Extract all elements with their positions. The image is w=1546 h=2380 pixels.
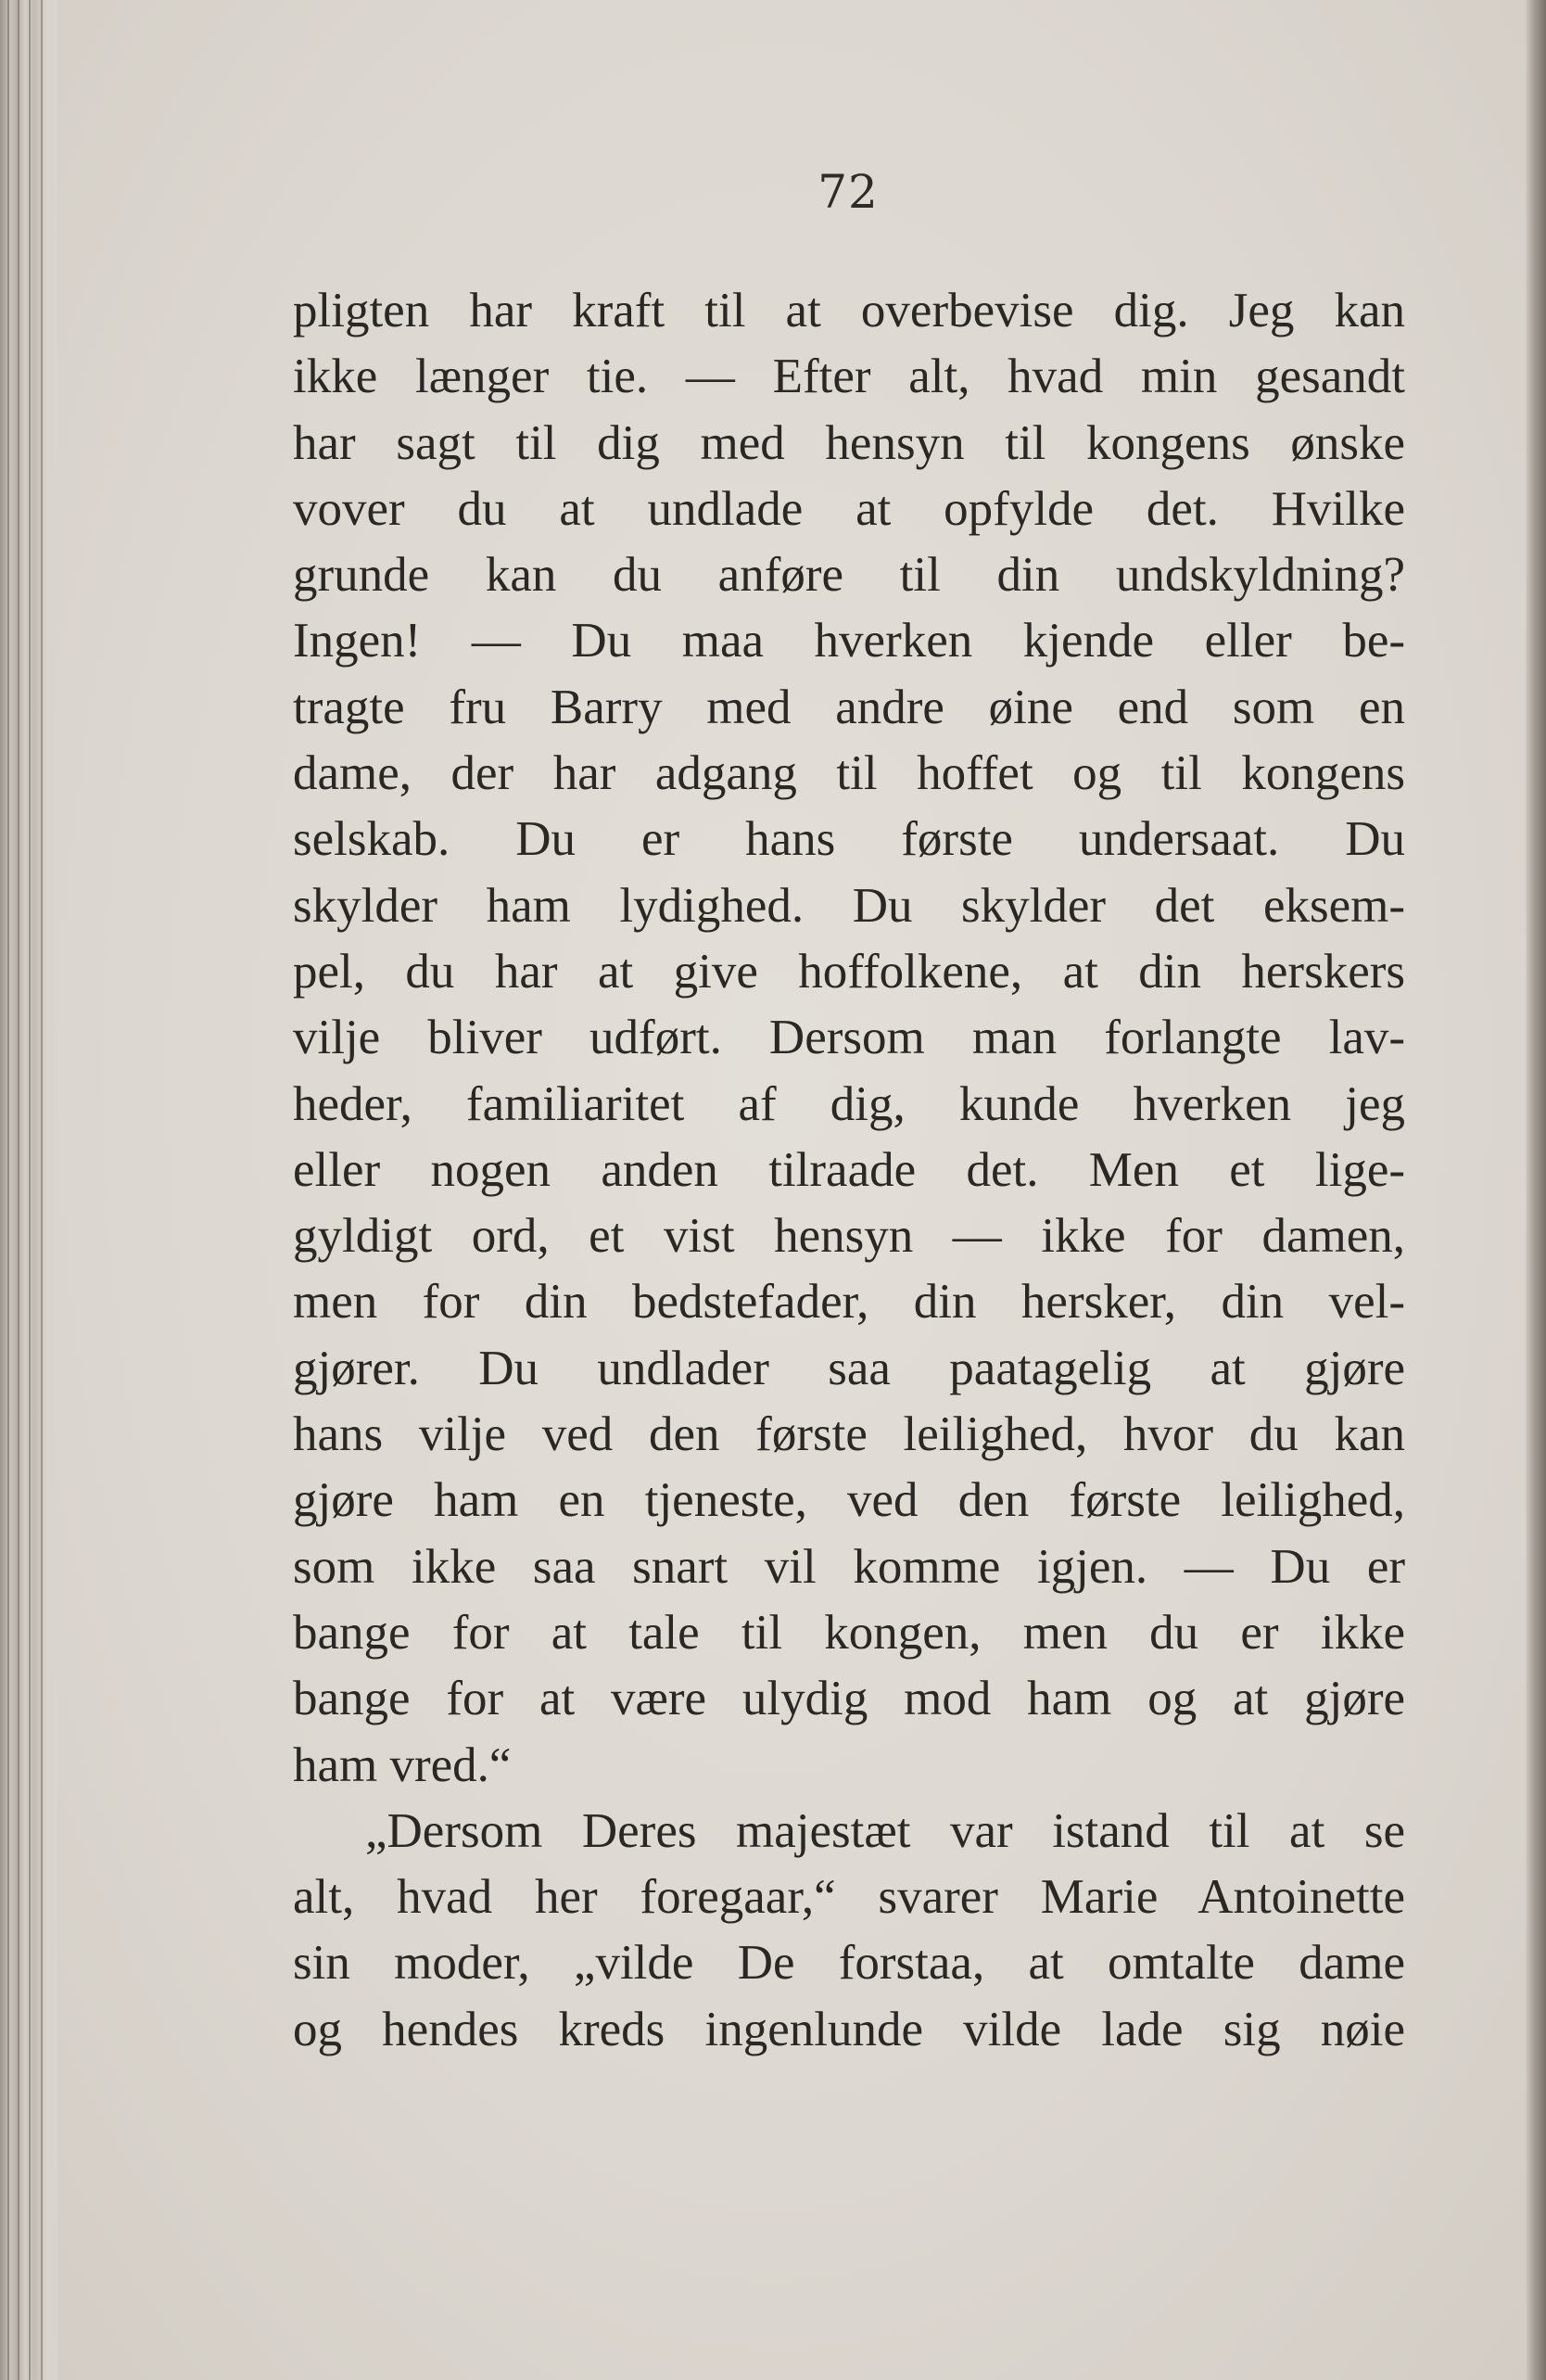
body-text [293, 278, 1405, 2063]
text-line: hans vilje ved den første leilighed, hvor du kan [293, 1407, 1405, 1462]
text-line: gjører. Du undlader saa paatagelig at gjøre [293, 1341, 1405, 1395]
text-line: men for din bedstefader, din hersker, din vel- [293, 1275, 1405, 1330]
gutter-line [18, 0, 19, 2380]
text-line: vover du at undlade at opfylde det. Hvilke [293, 481, 1405, 536]
page-number: 72 [817, 165, 879, 219]
text-line: „Dersom Deres majestæt var istand til at se [365, 1803, 1405, 1858]
text-line: bange for at tale til kongen, men du er ikke [293, 1605, 1405, 1660]
text-line: pel, du har at give hoffolkene, at din herskers [293, 944, 1405, 999]
text-line: eller nogen anden tilraade det. Men et lige- [293, 1142, 1405, 1197]
page-edge [1526, 0, 1546, 2380]
text-line: vilje bliver udført. Dersom man forlangte lav- [293, 1011, 1405, 1065]
text-line: skylder ham lydighed. Du skylder det eksem- [293, 878, 1405, 933]
text-line: pligten har kraft til at overbevise dig. Jeg kan [293, 284, 1405, 337]
text-line: Ingen! — Du maa hverken kjende eller be- [293, 614, 1405, 668]
text-line: som ikke saa snart vil komme igjen. — Du er [293, 1539, 1405, 1594]
text-line: dame, der har adgang til hoffet og til kongens [293, 746, 1405, 801]
text-line: ham vred.“ [293, 1737, 512, 1792]
text-line: tragte fru Barry med andre øine end som en [293, 680, 1405, 734]
text-line: og hendes kreds ingenlunde vilde lade sig nøie [293, 2002, 1405, 2056]
text-line: bange for at være ulydig mod ham og at gjøre [293, 1672, 1405, 1726]
text-line: sin moder, „vilde De forstaa, at omtalte dame [293, 1936, 1405, 1991]
gutter-line [29, 0, 31, 2380]
text-line: heder, familiaritet af dig, kunde hverken jeg [293, 1076, 1405, 1131]
gutter-line [41, 0, 43, 2380]
text-line: har sagt til dig med hensyn til kongens ønske [293, 415, 1405, 470]
text-line: alt, hvad her foregaar,“ svarer Marie Antoinette [293, 1870, 1405, 1925]
text-line: selskab. Du er hans første undersaat. Du [293, 812, 1405, 867]
text-line: gyldigt ord, et vist hensyn — ikke for damen, [293, 1209, 1405, 1264]
text-line: gjøre ham en tjeneste, ved den første leilighed, [293, 1473, 1405, 1528]
gutter-line [7, 0, 9, 2380]
book-gutter [0, 0, 57, 2380]
text-line: ikke længer tie. — Efter alt, hvad min gesandt [293, 350, 1405, 404]
text-line: grunde kan du anføre til din undskyldning? [293, 548, 1405, 603]
